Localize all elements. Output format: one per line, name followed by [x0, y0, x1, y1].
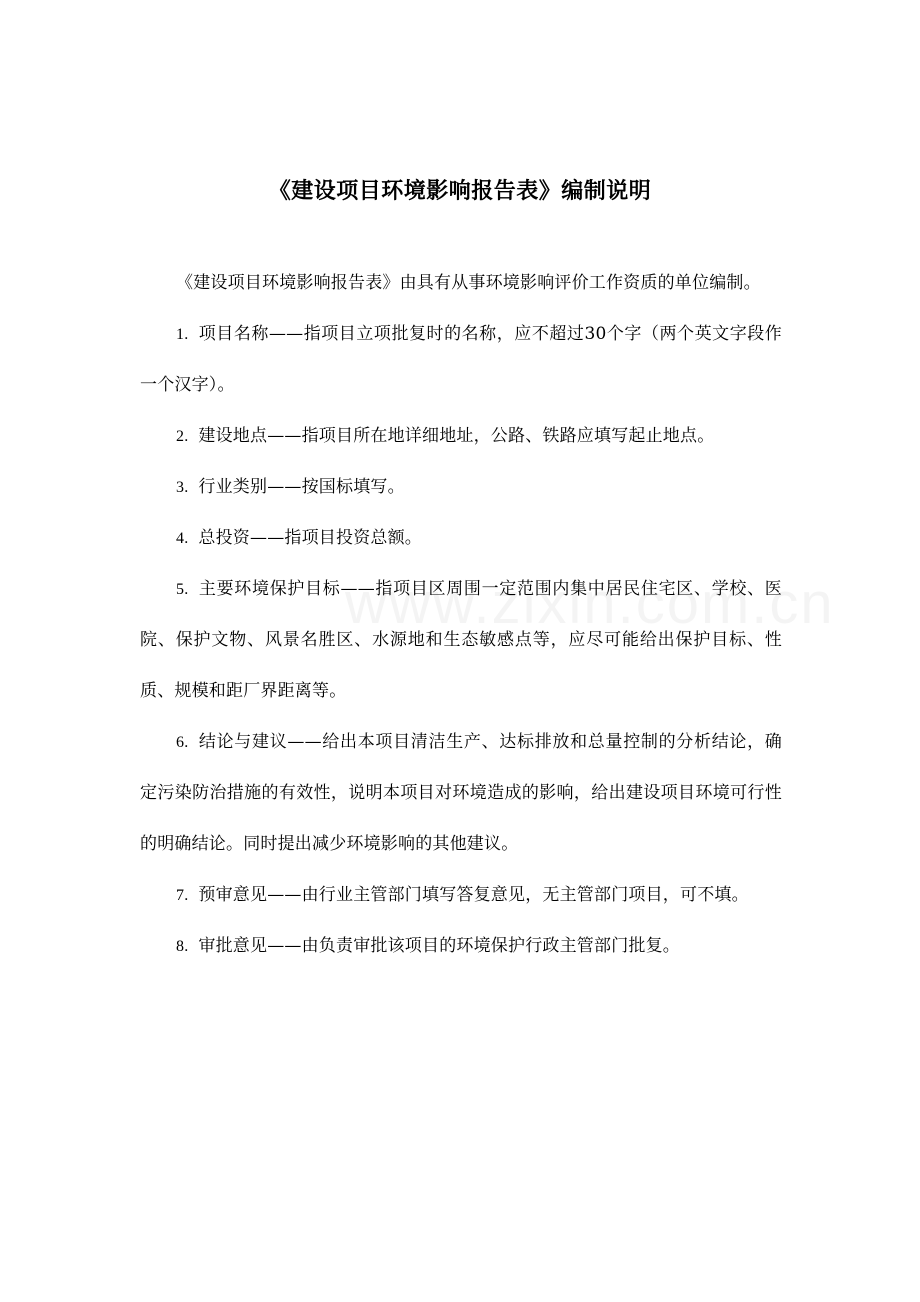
item-number: 2. [176, 428, 189, 445]
item-number: 1. [176, 326, 189, 343]
item-number: 7. [176, 887, 189, 904]
list-item [140, 921, 782, 972]
item-text: 总投资——指项目投资总额。 [198, 528, 423, 548]
item-text: 审批意见——由负责审批该项目的环境保护行政主管部门批复。 [198, 936, 681, 956]
item-number: 8. [176, 938, 189, 955]
item-number: 5. [176, 581, 189, 598]
item-text: 项目名称——指项目立项批复时的名称，应不超过30个字（两个英文字段作一个汉字）。 [140, 324, 782, 395]
item-text: 建设地点——指项目所在地详细地址，公路、铁路应填写起止地点。 [198, 426, 715, 446]
document-body [140, 258, 782, 972]
list-item [140, 462, 782, 513]
list-item [140, 564, 782, 717]
item-text: 结论与建议——给出本项目清洁生产、达标排放和总量控制的分析结论，确定污染防治措施的有效性，说明本项目对环境造成的影响，给出建设项目环境可行性的明确结论。同时提出减少环境影响的其他建议。 [140, 732, 782, 854]
item-text: 主要环境保护目标——指项目区周围一定范围内集中居民住宅区、学校、医院、保护文物、风景名胜区、水源地和生态敏感点等，应尽可能给出保护目标、性质、规模和距厂界距离等。 [140, 579, 782, 701]
list-item [140, 717, 782, 870]
list-item [140, 513, 782, 564]
item-number: 3. [176, 479, 189, 496]
list-item [140, 870, 782, 921]
item-number: 4. [176, 530, 189, 547]
item-text: 预审意见——由行业主管部门填写答复意见，无主管部门项目，可不填。 [198, 885, 749, 905]
item-number: 6. [176, 734, 189, 751]
list-item [140, 309, 782, 411]
list-item [140, 411, 782, 462]
document-title: 《建设项目环境影响报告表》编制说明 [268, 179, 652, 204]
intro-paragraph: 《建设项目环境影响报告表》由具有从事环境影响评价工作资质的单位编制。 [176, 273, 761, 293]
item-text: 行业类别——按国标填写。 [198, 477, 405, 497]
